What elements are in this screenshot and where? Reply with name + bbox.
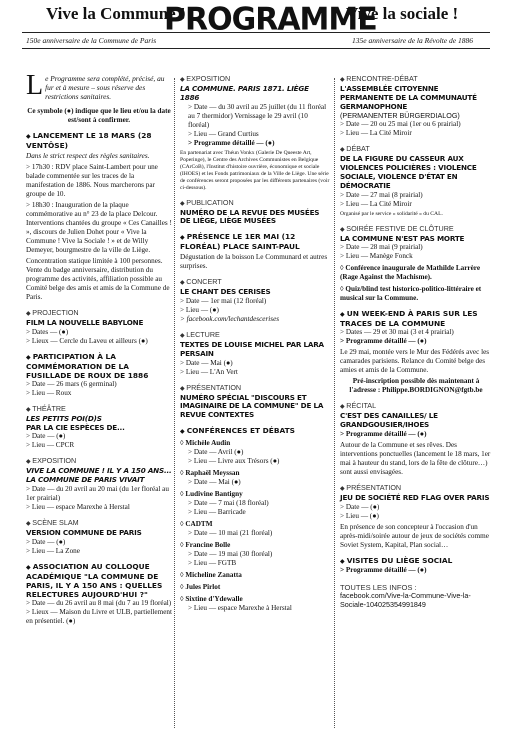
weekend-heading: ◆ UN WEEK-END À PARIS SUR LES TRACES DE LA COMMUNE bbox=[340, 309, 492, 328]
banner-vive-la-sociale: Vive la sociale ! bbox=[346, 4, 459, 23]
projection-dates: > Dates — (●) bbox=[26, 327, 69, 336]
page-title: PROGRAMME bbox=[164, 1, 377, 38]
event-title-recital: C'EST DES CANAILLES/ LE GRANDGOUSIER/IHOES bbox=[340, 411, 438, 430]
column-divider-1 bbox=[174, 78, 175, 728]
exposition-date: > Date — du 20 avril au 20 mai (du 1er floréal au 1er prairial) bbox=[26, 484, 169, 502]
soiree-lieu: > Lieu — Manège Fonck bbox=[340, 252, 413, 261]
visites-heading: ◆ VISITES DU LIÈGE SOCIAL bbox=[340, 556, 492, 566]
category-exposition: ◆ EXPOSITION bbox=[26, 456, 172, 467]
category-publication: ◆ PUBLICATION bbox=[180, 198, 330, 209]
category-rencontre-debat: ◆ RENCONTRE-DÉBAT bbox=[340, 74, 492, 85]
category-soiree: ◆ SOIRÉE FESTIVE DE CLÔTURE bbox=[340, 224, 492, 235]
ydewalle-lieu: > Lieu — espace Marexhe à Herstal bbox=[188, 603, 292, 612]
jeu-date: > Date — (●) bbox=[340, 502, 380, 511]
launch-paragraph-3: Concentration statique limitée à 100 personnes. Vente du badge anniversaire, distribution du programme des activités, affiliation possible au Comité belge des amis et amis de la Commune de Paris. bbox=[26, 257, 170, 301]
category-recital: ◆ RÉCITAL bbox=[340, 401, 492, 412]
launch-subtitle: Dans le strict respect des règles sanitaires. bbox=[26, 152, 150, 160]
bantigny-date: > Date — 7 mai (18 floréal) bbox=[188, 498, 269, 507]
speaker-meyssan: ◊ Raphaël Meyssan bbox=[180, 469, 330, 478]
lecture-date: > Date — Mai (●) bbox=[180, 358, 233, 367]
expo2-lieu: > Lieu — Grand Curtius bbox=[188, 129, 259, 138]
event-title-contextes: NUMÉRO SPÉCIAL "DISCOURS ET IMAGINAIRE DE LA COMMUNE" DE LA REVUE CONTEXTES bbox=[180, 392, 324, 420]
debat-lieu: > Lieu — La Cité Miroir bbox=[340, 199, 412, 208]
soiree-date: > Date — 28 mai (9 prairial) bbox=[340, 243, 423, 252]
lecture-lieu: > Lieu — L'An Vert bbox=[180, 367, 238, 376]
conferences-heading: ◆ CONFÉRENCES ET DÉBATS bbox=[180, 426, 330, 436]
audin-lieu: > Lieu — Livre aux Trésors (●) bbox=[188, 456, 280, 465]
speaker-cadtm: ◊ CADTM bbox=[180, 520, 330, 529]
concert-lieu: > Lieu — (●) bbox=[180, 305, 219, 314]
event-title-jeu: JEU DE SOCIÉTÉ RED FLAG OVER PARIS bbox=[340, 492, 490, 502]
assemblee-date: > Date — 20 ou 25 mai (1er ou 6 prairial) bbox=[340, 120, 461, 129]
column-3 bbox=[340, 74, 492, 609]
subtitle-revolte-anniversary: 135e anniversaire de la Révolte de 1886 bbox=[352, 36, 473, 45]
column-divider-2 bbox=[334, 78, 335, 728]
exposition-lieu: > Lieu — espace Marexhe à Herstal bbox=[26, 502, 130, 511]
jeu-lieu: > Lieu — (●) bbox=[340, 511, 379, 520]
category-exposition-2: ◆ EXPOSITION bbox=[180, 74, 330, 85]
bolle-date: > Date — 19 mai (30 floréal) bbox=[188, 549, 273, 558]
event-title-projection: FILM LA NOUVELLE BABYLONE bbox=[26, 318, 144, 327]
assemblee-subtitle: (PERMANENTER BÜRGERDIALOG) bbox=[340, 111, 460, 121]
meyssan-date: > Date — Mai (●) bbox=[188, 477, 241, 486]
category-lecture: ◆ LECTURE bbox=[180, 330, 330, 341]
infos-label: TOUTES LES INFOS : bbox=[340, 582, 417, 592]
category-slam: ◆ SCÈNE SLAM bbox=[26, 518, 172, 529]
banner-vive-la-commune: Vive la Commune ! bbox=[46, 4, 186, 23]
slam-lieu: > Lieu — La Zone bbox=[26, 546, 80, 555]
expo2-date: > Date — du 30 avril au 25 juillet (du 11 floréal au 7 thermidor) Vernissage le 29 avril (10 floréal) bbox=[188, 102, 327, 129]
concert-facebook-link[interactable]: > facebook.com/lechantdescerises bbox=[180, 314, 280, 323]
launch-paragraph-1: > 17h30 : RDV place Saint-Lambert pour une balade commentée sur les traces de la manifestation de 1886. Nous marcherons par groupe de 10. bbox=[26, 163, 158, 198]
audin-date: > Date — Avril (●) bbox=[188, 447, 244, 456]
speaker-bantigny: ◊ Ludivine Bantigny bbox=[180, 490, 330, 499]
category-theatre: ◆ THÉÂTRE bbox=[26, 404, 172, 415]
launch-paragraph-2: > 18h30 : Inauguration de la plaque commémorative au n° 23 de la place Delcour. Interventions chantées du groupe « Ces Canailles ! », discours de Julien Dohet pour « Vive la Commune ! Vive la Sociale ! » et de Willy Demeyer, bourgmestre de la ville de Liège. bbox=[26, 201, 172, 254]
weekend-programme: > Programme détaillé — (●) bbox=[340, 337, 427, 346]
launch-heading: ◆ LANCEMENT LE 18 MARS (28 VENTÔSE) bbox=[26, 131, 172, 150]
event-title-theatre: LES PETITS POI(D)S bbox=[26, 413, 102, 423]
event-subtitle-theatre: PAR LA CIE ESPÈCES DE... bbox=[26, 422, 125, 432]
theatre-lieu: > Lieu — CPCR bbox=[26, 441, 75, 450]
event-title-debat: DE LA FIGURE DU CASSEUR AUX VIOLENCES POLICIÈRES : VIOLENCE SOCIALE, VIOLENCE D'ÉTAT EN DÉMOCRATIE bbox=[340, 154, 477, 190]
participation-heading: ◆ PARTICIPATION À LA COMMÉMORATION DE LA FUSILLADE DE ROUX DE 1886 bbox=[26, 352, 172, 380]
debat-date: > Date — 27 mai (8 prairial) bbox=[340, 190, 423, 199]
soiree-quiz: ◊ Quiz/blind test historico-politico-littéraire et musical sur la Commune. bbox=[340, 285, 492, 303]
concert-date: > Date — 1er mai (12 floréal) bbox=[180, 296, 267, 305]
drop-cap: L bbox=[26, 70, 44, 101]
header-rule-bottom bbox=[22, 48, 490, 49]
event-title-concert: LE CHANT DES CERISES bbox=[180, 287, 271, 297]
jeu-text: En présence de son concepteur à l'occasion d'un après-midi/soirée autour de jeux de sociétés comme Soviet System, Kapital, Plan social… bbox=[340, 522, 489, 549]
speaker-bolle: ◊ Francine Bolle bbox=[180, 541, 330, 550]
speaker-audin: ◊ Michèle Audin bbox=[180, 439, 330, 448]
recital-text: Autour de la Commune et ses rêves. Des interventions ponctuelles (lancement le 18 mars, 1er mai à hauteur du stand, lors de la fête de clôture…) sont aussi envisagées. bbox=[340, 440, 491, 476]
weekend-dates: > Dates — 29 et 30 mai (3 et 4 prairial) bbox=[340, 328, 454, 337]
category-concert: ◆ CONCERT bbox=[180, 277, 330, 288]
participation-date: > Date — 26 mars (6 germinal) bbox=[26, 379, 117, 388]
symbol-note: Ce symbole (●) indique que le lieu et/ou la date est/sont à confirmer. bbox=[27, 107, 171, 124]
event-title-soiree: LA COMMUNE N'EST PAS MORTE bbox=[340, 233, 465, 243]
theatre-date: > Date — (●) bbox=[26, 432, 66, 441]
cadtm-date: > Date — 10 mai (21 floréal) bbox=[188, 528, 273, 537]
bolle-lieu: > Lieu — FGTB bbox=[188, 558, 237, 567]
event-title-commune-1871: LA COMMUNE. PARIS 1871. LIÈGE 1886 bbox=[180, 84, 309, 102]
speaker-zanatta: ◊ Micheline Zanatta bbox=[180, 571, 330, 580]
speaker-pirlot: ◊ Jules Pirlot bbox=[180, 583, 330, 592]
event-title-lecture: TEXTES DE LOUISE MICHEL PAR LARA PERSAIN bbox=[180, 339, 324, 358]
subtitle-commune-anniversary: 150e anniversaire de la Commune de Paris bbox=[26, 36, 157, 45]
speaker-ydewalle: ◊ Sixtine d'Ydewalle bbox=[180, 595, 330, 604]
header-rule-top bbox=[22, 32, 490, 33]
event-title-slam: VERSION COMMUNE DE PARIS bbox=[26, 527, 142, 537]
presence-text: Dégustation de la boisson Le Communard et autres surprises. bbox=[180, 253, 328, 271]
column-1 bbox=[26, 70, 172, 626]
category-debat: ◆ DÉBAT bbox=[340, 144, 492, 155]
presence-heading: ◆ PRÉSENCE LE 1ER MAI (12 FLORÉAL) PLACE SAINT-PAUL bbox=[180, 232, 330, 251]
debat-note: Organisé par le service « solidarité » du CAL. bbox=[340, 210, 443, 217]
category-presentation: ◆ PRÉSENTATION bbox=[180, 383, 330, 394]
slam-date: > Date — (●) bbox=[26, 537, 66, 546]
association-date: > Date — du 26 avril au 8 mai (du 7 au 19 floréal) bbox=[26, 598, 172, 607]
projection-lieux: > Lieux — Cercle du Laveu et ailleurs (●) bbox=[26, 336, 148, 345]
event-title-assemblee: L'ASSEMBLÉE CITOYENNE PERMANENTE DE LA COMMUNAUTÉ GERMANOPHONE bbox=[340, 84, 477, 111]
association-heading: ◆ ASSOCIATION AU COLLOQUE ACADÉMIQUE "LA COMMUNE DE PARIS, IL Y A 150 ANS : QUELLES RELECTURES AUJOURD'HUI ?" bbox=[26, 562, 172, 599]
infos-facebook-link[interactable]: facebook.com/Vive-la-Commune-Vive-la-Sociale-104025354991849 bbox=[340, 590, 471, 609]
association-lieux: > Lieux — Maison du Livre et ULB, partiellement en présentiel. (●) bbox=[26, 607, 172, 625]
weekend-text: Le 29 mai, montée vers le Mur des Fédérés avec les camarades parisiens. Relance du Comité belge des amies et amis de la Commune. bbox=[340, 348, 490, 375]
visites-programme: > Programme détaillé — (●) bbox=[340, 565, 427, 574]
category-presentation-jeu: ◆ PRÉSENTATION bbox=[340, 483, 492, 494]
column-2 bbox=[180, 74, 330, 613]
weekend-inscription[interactable]: Pré-inscription possible dès maintenant à l'adresse : Philippe.BORDIGNON@fgtb.be bbox=[349, 377, 483, 395]
event-title-exposition: VIVE LA COMMUNE ! IL Y A 150 ANS... LA COMMUNE DE PARIS VIVAIT bbox=[26, 466, 172, 485]
recital-programme: > Programme détaillé — (●) bbox=[340, 429, 427, 438]
intro-text: Le Programme sera complété, précisé, au fur et à mesure – sous réserve des restrictions sanitaires. bbox=[26, 70, 165, 101]
event-title-publication: NUMÉRO DE LA REVUE DES MUSÉES DE LIÈGE, LIÈGE MUSÉES bbox=[180, 207, 320, 226]
expo2-partners: En partenariat avec Théun Vonkx (Galerie De Queeste Art, Poperinge), le Centre des Archives Communistes en Belgique (CArCoB), l'Institut d'histoire ouvrière, économique et sociale (IHOES) et les Fonds patrimoniaux de la Ville de Liège. Une série de conférences seront proposées par les différents partenaires (voir ci-dessous). bbox=[180, 149, 330, 191]
expo2-programme: > Programme détaillé — (●) bbox=[188, 138, 275, 147]
assemblee-lieu: > Lieu — La Cité Miroir bbox=[340, 129, 412, 138]
participation-lieu: > Lieu — Roux bbox=[26, 388, 72, 397]
category-projection: ◆ PROJECTION bbox=[26, 308, 172, 319]
bantigny-lieu: > Lieu — Barricade bbox=[188, 507, 246, 516]
soiree-conference: ◊ Conférence inaugurale de Mathilde Larrère (Rage Against the Machisme). bbox=[340, 264, 492, 282]
